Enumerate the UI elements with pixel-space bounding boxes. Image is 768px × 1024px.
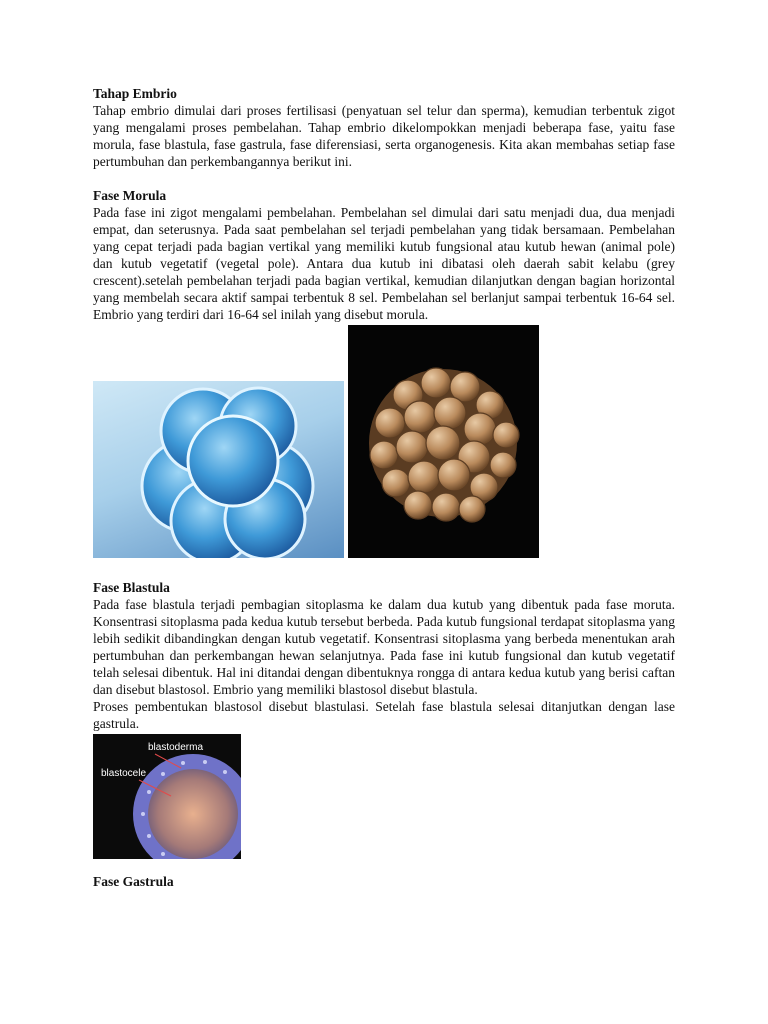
morula-image-row bbox=[93, 325, 675, 561]
paragraph-blastulasi: Proses pembentukan blastosol disebut blastulasi. Setelah fase blastula selesai ditanjutkan dengan lase gastrula. bbox=[93, 699, 675, 731]
morula-brown-image bbox=[348, 325, 539, 558]
heading-fase-blastula: Fase Blastula bbox=[93, 580, 170, 595]
paragraph-fase-morula: Pada fase ini zigot mengalami pembelahan. Pembelahan sel dimulai dari satu menjadi dua, dua menjadi empat, dan seterusnya. Pada saat pembelahan sel terjadi pembelahan yang tidak bersamaan. Pembelahan yang cepat terjadi pada bagian vertikal yang memiliki kutub fungsional atau kutub hewan (animal pole) dan kutub vegetatif (vegetal pole). Antara dua kutub ini dibatasi oleh daerah sabit kelabu (grey crescent).setelah pembelahan terjadi pada bagian vertikal, kemudian dilanjutkan dengan bagian horizontal yang membelah secara aktif sampai terbentuk 8 sel. Pembelahan sel berlanjut sampai terbentuk 16-64 sel. Embrio yang terdiri dari 16-64 sel inilah yang disebut morula. bbox=[93, 205, 675, 322]
paragraph-tahap-embrio: Tahap embrio dimulai dari proses fertilisasi (penyatuan sel telur dan sperma), kemudian terbentuk zigot yang mengalami proses pembelahan. Tahap embrio dikelompokkan menjadi beberapa fase, yaitu fase morula, fase blastula, fase gastrula, fase diferensiasi, serta organogenesis. Kita akan membahas setiap fase pertumbuhan dan perkembangannya berikut ini. bbox=[93, 103, 675, 169]
label-blastocele: blastocele bbox=[101, 768, 147, 779]
embryo-cells-blue-image bbox=[93, 381, 344, 558]
label-blastoderma: blastoderma bbox=[148, 742, 204, 753]
blastula-diagram-image bbox=[93, 734, 241, 859]
paragraph-fase-blastula: Pada fase blastula terjadi pembagian sitoplasma ke dalam dua kutub yang dibentuk pada fase moruta. Konsentrasi sitoplasma pada kedua kutub tersebut berbeda. Pada kutub fungsional terdapat sitoplasma yang lebih sedikit dibandingkan dengan kutub vegetatif. Konsentrasi sitoplasma yang berbeda menentukan arah pertumbuhan dan perkembangan hewan selanjutnya. Pada fase ini kutub fungsional dan kutub vegetatif telah selesai dibentuk. Hal ini ditandai dengan dibentuknya rongga di antara kedua kutub yang berisi caftan dan disebut blastosol. Embrio yang memiliki blastosol disebut blastula. bbox=[93, 597, 675, 697]
heading-tahap-embrio: Tahap Embrio bbox=[93, 86, 177, 101]
document-page bbox=[93, 85, 675, 890]
heading-fase-morula: Fase Morula bbox=[93, 188, 167, 203]
heading-fase-gastrula: Fase Gastrula bbox=[93, 874, 174, 889]
